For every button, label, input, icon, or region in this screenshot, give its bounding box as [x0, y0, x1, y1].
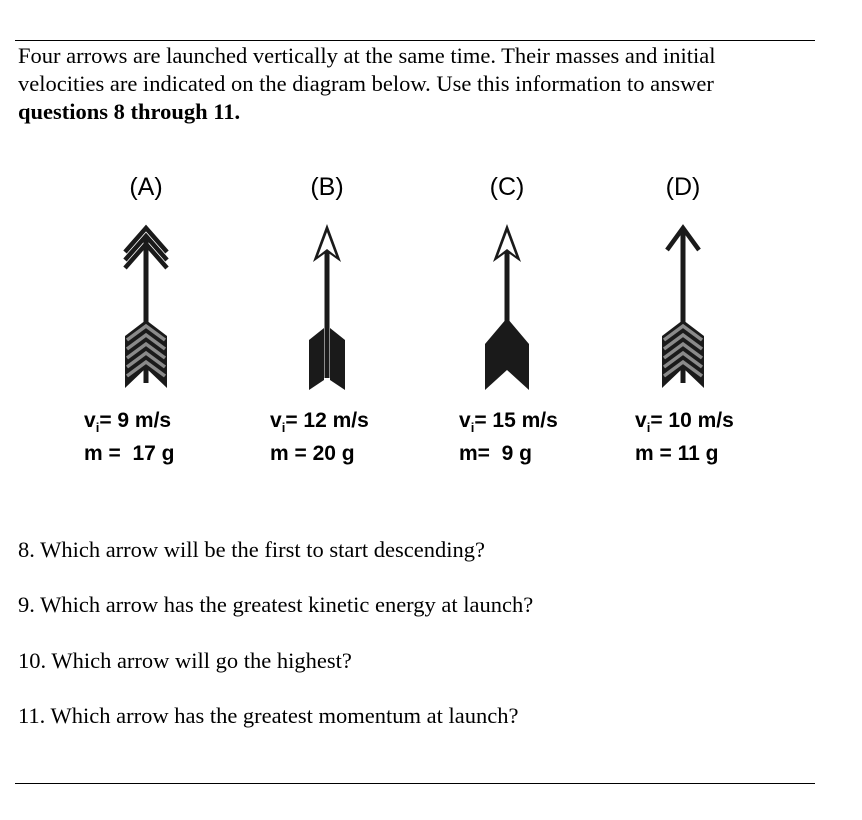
arrow-c-mass: m= 9 g: [459, 442, 532, 466]
intro-line-2: velocities are indicated on the diagram below. Use this information to answer: [18, 71, 714, 96]
arrow-d-values: [635, 408, 734, 467]
arrow-b-values: [270, 408, 369, 467]
question-11: 11. Which arrow has the greatest momentum at launch?: [18, 703, 519, 728]
intro-paragraph: [18, 42, 808, 126]
arrow-a-mass: m = 17 g: [84, 442, 175, 466]
intro-line-3: questions 8 through 11.: [18, 99, 241, 124]
intro-line-1: Four arrows are launched vertically at the same time. Their masses and initial: [18, 43, 716, 68]
arrow-b-mass: m = 20 g: [270, 442, 355, 466]
arrow-c-velocity-sub: i: [470, 420, 475, 436]
arrow-a-values: [84, 408, 174, 467]
arrow-d-label: (D): [665, 173, 701, 201]
arrow-b-velocity: = 12 m/s: [285, 409, 369, 432]
arrow-c-values: [459, 408, 558, 467]
arrow-c-velocity: = 15 m/s: [474, 409, 558, 432]
arrow-c-icon: [417, 218, 597, 398]
arrow-b-velocity-sub: i: [281, 420, 286, 436]
bottom-rule: [15, 783, 815, 784]
arrow-c-fletching: [485, 318, 529, 390]
arrow-b-velocity-symbol: v: [270, 409, 282, 432]
question-10: 10. Which arrow will go the highest?: [18, 648, 352, 673]
arrow-a-label: (A): [129, 173, 163, 201]
arrow-a-icon: [56, 218, 236, 398]
arrow-c-label: (C): [489, 173, 525, 201]
arrow-a-velocity-sub: i: [95, 420, 100, 436]
arrow-d-icon: [593, 218, 773, 398]
arrow-d-velocity: = 10 m/s: [650, 409, 734, 432]
arrow-b-label: (B): [310, 173, 344, 201]
question-8: 8. Which arrow will be the first to start descending?: [18, 537, 485, 562]
arrow-a-velocity-symbol: v: [84, 409, 96, 432]
arrow-a-velocity: = 9 m/s: [99, 409, 172, 432]
arrow-d-velocity-sub: i: [646, 420, 651, 436]
question-9: 9. Which arrow has the greatest kinetic energy at launch?: [18, 592, 534, 617]
arrow-b-icon: [237, 218, 417, 398]
arrow-d-mass: m = 11 g: [635, 442, 719, 466]
arrow-d-velocity-symbol: v: [635, 409, 647, 432]
arrow-c-velocity-symbol: v: [459, 409, 471, 432]
top-rule: [15, 40, 815, 41]
